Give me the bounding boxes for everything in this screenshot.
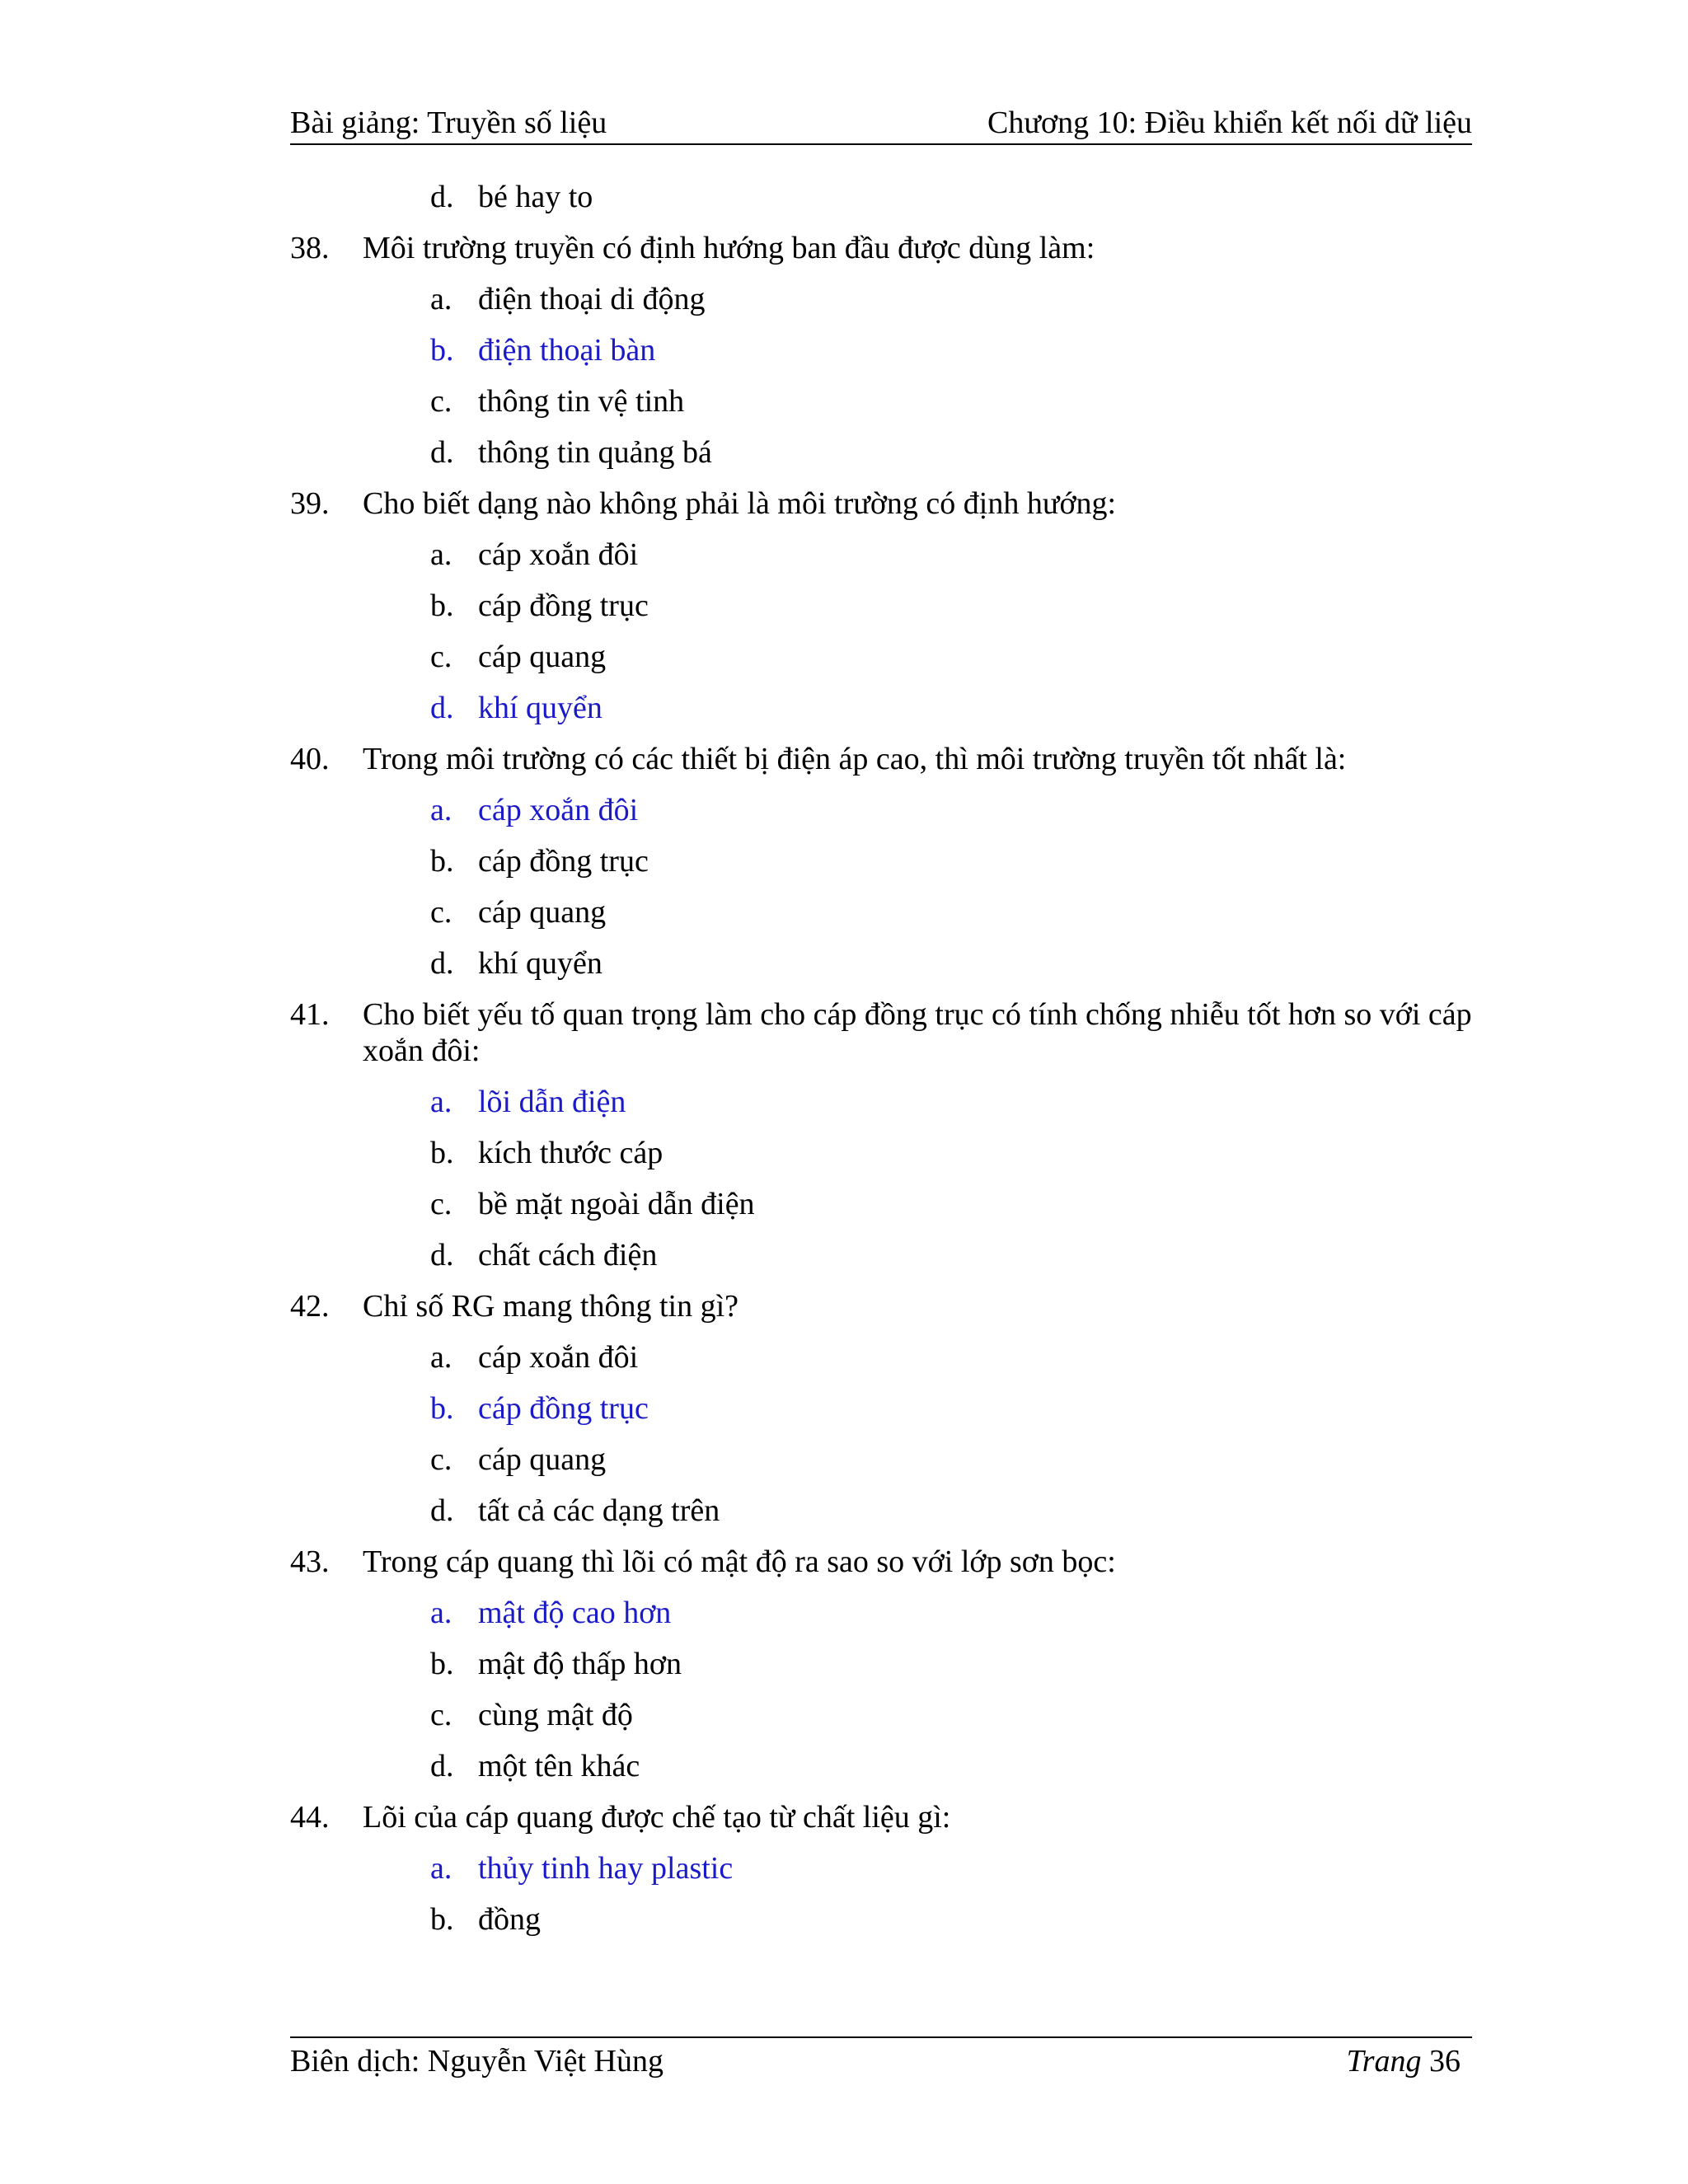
option-letter: d. xyxy=(430,946,454,981)
answer-option xyxy=(290,1135,1472,1171)
option-letter: c. xyxy=(430,640,452,674)
option-letter: a. xyxy=(430,537,452,572)
option-letter: d. xyxy=(430,435,454,470)
option-letter: b. xyxy=(430,333,454,368)
header-course-title: Bài giảng: Truyền số liệu xyxy=(290,105,607,140)
answer-option-correct xyxy=(290,1850,1472,1886)
option-letter: a. xyxy=(430,1851,452,1886)
option-text: khí quyển xyxy=(478,691,603,725)
question xyxy=(290,996,1472,1069)
answer-option xyxy=(290,1186,1472,1222)
option-letter: d. xyxy=(430,1238,454,1272)
option-text: điện thoại di động xyxy=(478,282,706,316)
page-header xyxy=(290,97,1472,145)
answer-option xyxy=(290,639,1472,675)
answer-option xyxy=(290,894,1472,930)
option-letter: a. xyxy=(430,1596,452,1630)
question-text: Cho biết dạng nào không phải là môi trường có định hướng: xyxy=(363,486,1117,521)
option-text: cáp xoắn đôi xyxy=(478,537,639,572)
answer-option-correct xyxy=(290,1595,1472,1631)
answer-option-correct xyxy=(290,792,1472,828)
question-list xyxy=(290,179,1472,1952)
answer-option xyxy=(290,843,1472,879)
option-text: thông tin quảng bá xyxy=(478,435,712,470)
option-letter: c. xyxy=(430,1698,452,1732)
question-number: 39. xyxy=(290,486,330,521)
option-text: lõi dẫn điện xyxy=(478,1085,626,1119)
option-text: thông tin vệ tinh xyxy=(478,384,685,419)
option-text: kích thước cáp xyxy=(478,1136,663,1170)
question-number: 43. xyxy=(290,1544,330,1579)
question-number: 38. xyxy=(290,231,330,265)
answer-option xyxy=(290,1646,1472,1682)
page-number-label xyxy=(1347,2041,1472,2082)
answer-option xyxy=(290,1237,1472,1273)
option-text: chất cách điện xyxy=(478,1238,658,1272)
answer-option xyxy=(290,281,1472,317)
option-letter: d. xyxy=(430,1749,454,1783)
answer-option-correct xyxy=(290,1084,1472,1120)
question xyxy=(290,741,1472,777)
option-letter: b. xyxy=(430,588,454,623)
option-letter: a. xyxy=(430,282,452,316)
question-text: Trong môi trường có các thiết bị điện áp cao, thì môi trường truyền tốt nhất là: xyxy=(363,742,1347,776)
answer-option-correct xyxy=(290,1390,1472,1427)
question-number: 40. xyxy=(290,742,330,776)
answer-option xyxy=(290,1697,1472,1733)
option-text: cáp đồng trục xyxy=(478,844,649,879)
answer-option xyxy=(290,383,1472,419)
question xyxy=(290,230,1472,266)
option-text: thủy tinh hay plastic xyxy=(478,1851,734,1886)
option-text: khí quyển xyxy=(478,946,603,981)
option-text: bề mặt ngoài dẫn điện xyxy=(478,1187,755,1221)
question-text: Trong cáp quang thì lõi có mật độ ra sao so với lớp sơn bọc: xyxy=(363,1544,1116,1579)
option-letter: b. xyxy=(430,1647,454,1681)
option-text: cáp xoắn đôi xyxy=(478,1340,639,1375)
option-text: tất cả các dạng trên xyxy=(478,1493,720,1528)
option-letter: a. xyxy=(430,1340,452,1375)
option-text: cáp quang xyxy=(478,640,607,674)
question-text: Cho biết yếu tố quan trọng làm cho cáp đồng trục có tính chống nhiễu tốt hơn so với cáp xoắn đôi: xyxy=(363,997,1472,1068)
option-letter: b. xyxy=(430,844,454,879)
option-text: cáp xoắn đôi xyxy=(478,793,639,827)
option-text: cáp quang xyxy=(478,1442,607,1477)
option-text: cáp đồng trục xyxy=(478,588,649,623)
question xyxy=(290,485,1472,522)
answer-option xyxy=(290,945,1472,982)
header-chapter-title: Chương 10: Điều khiển kết nối dữ liệu xyxy=(987,105,1472,140)
answer-option xyxy=(290,1493,1472,1529)
answer-option xyxy=(290,179,1472,215)
question-text: Lõi của cáp quang được chế tạo từ chất liệu gì: xyxy=(363,1800,951,1835)
option-letter: b. xyxy=(430,1902,454,1937)
question xyxy=(290,1799,1472,1835)
page-footer xyxy=(290,2036,1472,2084)
option-letter: d. xyxy=(430,1493,454,1528)
option-letter: c. xyxy=(430,1187,452,1221)
option-text: cùng mật độ xyxy=(478,1698,633,1732)
option-text: mật độ thấp hơn xyxy=(478,1647,682,1681)
answer-option xyxy=(290,1441,1472,1478)
option-letter: d. xyxy=(430,180,454,214)
question xyxy=(290,1544,1472,1580)
page-number: 36 xyxy=(1429,2044,1461,2079)
question-number: 44. xyxy=(290,1800,330,1835)
footer-translator: Biên dịch: Nguyễn Việt Hùng xyxy=(290,2044,663,2079)
option-text: bé hay to xyxy=(478,180,593,214)
option-text: cáp đồng trục xyxy=(478,1391,649,1426)
option-letter: c. xyxy=(430,1442,452,1477)
answer-option xyxy=(290,1748,1472,1784)
option-letter: a. xyxy=(430,1085,452,1119)
option-letter: d. xyxy=(430,691,454,725)
option-letter: b. xyxy=(430,1136,454,1170)
page-word: Trang xyxy=(1346,2044,1422,2079)
option-letter: c. xyxy=(430,895,452,930)
option-letter: a. xyxy=(430,793,452,827)
option-letter: c. xyxy=(430,384,452,419)
option-text: đồng xyxy=(478,1902,541,1937)
answer-option-correct xyxy=(290,332,1472,368)
question xyxy=(290,1288,1472,1324)
option-text: cáp quang xyxy=(478,895,607,930)
answer-option xyxy=(290,588,1472,624)
answer-option xyxy=(290,537,1472,573)
option-letter: b. xyxy=(430,1391,454,1426)
answer-option xyxy=(290,1339,1472,1376)
question-number: 42. xyxy=(290,1289,330,1324)
question-text: Chỉ số RG mang thông tin gì? xyxy=(363,1289,738,1324)
option-text: một tên khác xyxy=(478,1749,640,1783)
option-text: điện thoại bàn xyxy=(478,333,656,368)
question-number: 41. xyxy=(290,997,330,1032)
option-text: mật độ cao hơn xyxy=(478,1596,672,1630)
answer-option-correct xyxy=(290,690,1472,726)
question-text: Môi trường truyền có định hướng ban đầu được dùng làm: xyxy=(363,231,1095,265)
answer-option xyxy=(290,1901,1472,1938)
answer-option xyxy=(290,434,1472,471)
